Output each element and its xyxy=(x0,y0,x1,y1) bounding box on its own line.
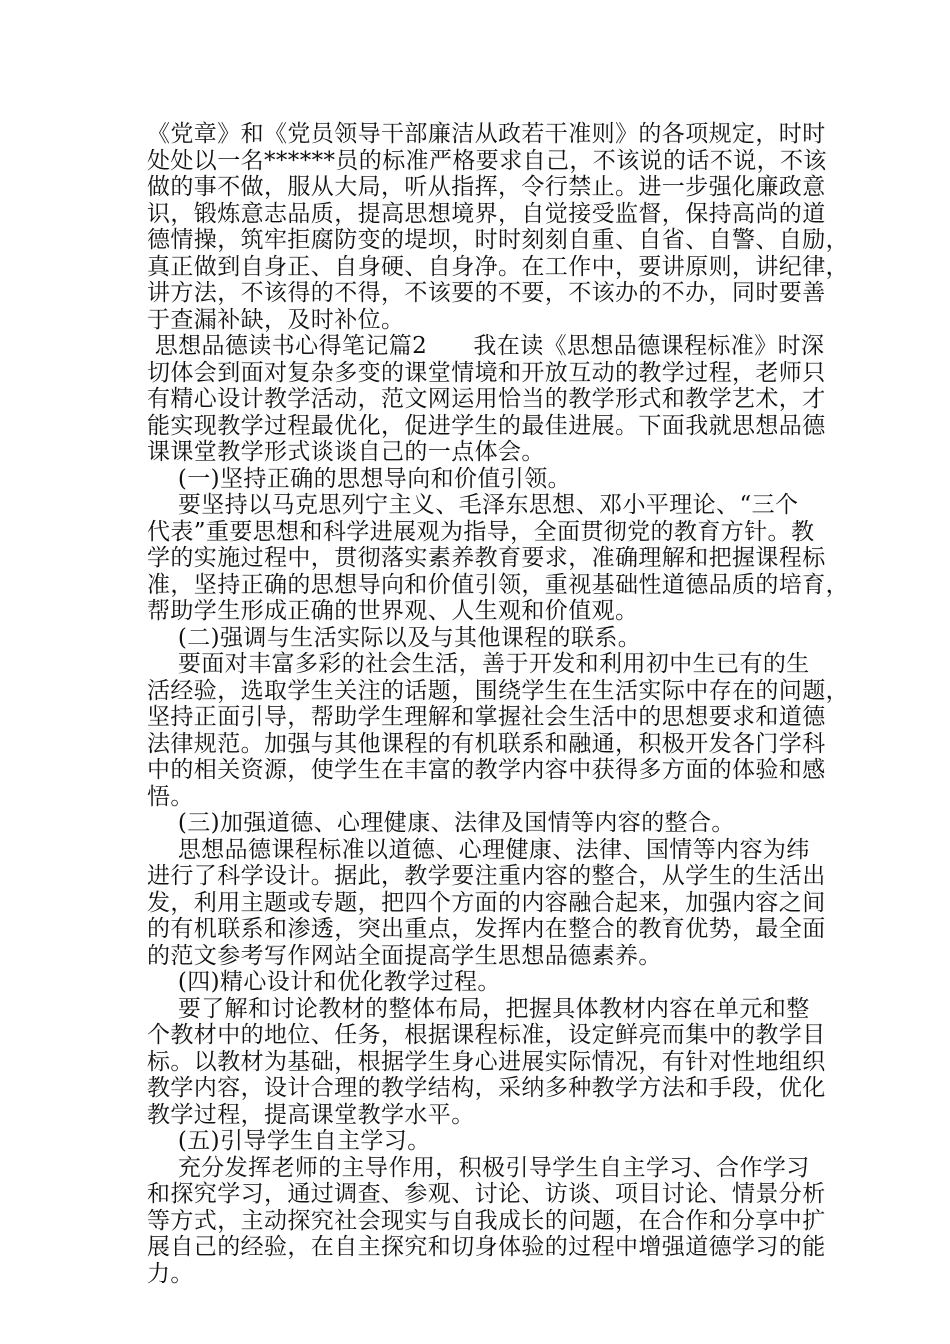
text-line: 发，利用主题或专题，把四个方面的内容融合起来，加强内容之间 xyxy=(147,889,826,916)
text-line: 准，坚持正确的思想导向和价值引领，重视基础性道德品质的培育， xyxy=(147,571,849,598)
text-line: 帮助学生形成正确的世界观、人生观和价值观。 xyxy=(147,598,639,624)
text-line: 有精心设计教学活动，范文网运用恰当的教学形式和教学艺术，才 xyxy=(147,386,826,412)
text-line: 课课堂教学形式谈谈自己的一点体会。 xyxy=(147,439,545,465)
text-line: 要了解和讨论教材的整体布局，把握具体教材内容在单元和整 xyxy=(147,995,810,1022)
text-line: 中的相关资源，使学生在丰富的教学内容中获得多方面的体验和感 xyxy=(147,757,826,783)
text-line: 要面对丰富多彩的社会生活，善于开发和利用初中生已有的生 xyxy=(147,651,810,677)
text-line: 切体会到面对复杂多变的课堂情境和开放互动的教学过程，老师只 xyxy=(147,359,826,386)
text-line: 法律规范。加强与其他课程的有机联系和融通，积极开发各门学科 xyxy=(147,730,826,757)
text-line: 《党章》和《党员领导干部廉洁从政若干准则》的各项规定，时时 xyxy=(147,121,826,147)
text-line: 坚持正面引导，帮助学生理解和掌握社会生活中的思想要求和道德 xyxy=(147,704,826,730)
text-line: 代表”重要思想和科学进展观为指导，全面贯彻党的教育方针。教 xyxy=(147,518,815,545)
text-line: 德情操，筑牢拒腐防变的堤坝，时时刻刻自重、自省、自警、自励， xyxy=(147,227,849,253)
subheading-line: (四)精心设计和优化教学过程。 xyxy=(147,969,501,995)
text-line: 悟。 xyxy=(147,783,194,810)
text-line: 和探究学习，通过调查、参观、讨论、访谈、项目讨论、情景分析 xyxy=(147,1181,826,1207)
text-line: 进行了科学设计。据此，教学要注重内容的整合，从学生的生活出 xyxy=(147,863,826,889)
subheading-line: (三)加强道德、心理健康、法律及国情等内容的整合。 xyxy=(147,810,735,836)
text-line: 教学内容，设计合理的教学结构，采纳多种教学方法和手段，优化 xyxy=(147,1075,826,1101)
text-line: 做的事不做，服从大局，听从指挥，令行禁止。进一步强化廉政意 xyxy=(147,174,826,200)
text-line: 充分发挥老师的主导作用，积极引导学生自主学习、合作学习 xyxy=(147,1154,810,1181)
subheading-line: (二)强调与生活实际以及与其他课程的联系。 xyxy=(147,624,642,651)
text-line: 讲方法，不该得的不得，不该要的不要，不该办的不办，同时要善 xyxy=(147,280,826,306)
text-line: 展自己的经验，在自主探究和切身体验的过程中增强道德学习的能 xyxy=(147,1234,826,1260)
text-line: 的范文参考写作网站全面提高学生思想品德素养。 xyxy=(147,942,662,969)
text-line: 力。 xyxy=(147,1260,194,1287)
subheading-line: (五)引导学生自主学习。 xyxy=(147,1128,431,1154)
text-line: 真正做到自身正、自身硬、自身净。在工作中，要讲原则，讲纪律， xyxy=(147,253,849,280)
text-line: 能实现教学过程最优化，促进学生的最佳进展。下面我就思想品德 xyxy=(147,412,826,439)
text-line: 要坚持以马克思列宁主义、毛泽东思想、邓小平理论、“三个 xyxy=(147,492,799,518)
text-line: 识，锻炼意志品质，提高思想境界，自觉接受监督，保持高尚的道 xyxy=(147,200,826,227)
text-line: 等方式，主动探究社会现实与自我成长的问题，在合作和分享中扩 xyxy=(147,1207,826,1234)
text-line: 思想品德课程标准以道德、心理健康、法律、国情等内容为纬 xyxy=(147,836,810,863)
document-page xyxy=(147,121,849,1287)
text-line: 教学过程，提高课堂教学水平。 xyxy=(147,1101,475,1128)
subheading-line: (一)坚持正确的思想导向和价值引领。 xyxy=(147,465,571,492)
section-heading-line: 思想品德读书心得笔记篇2 我在读《思想品德课程标准》时深 xyxy=(147,333,825,359)
text-line: 的有机联系和渗透，突出重点，发挥内在整合的教育优势，最全面 xyxy=(147,916,826,942)
text-line: 于查漏补缺，及时补位。 xyxy=(147,306,405,333)
text-line: 个教材中的地位、任务，根据课程标准，设定鲜亮而集中的教学目 xyxy=(147,1022,826,1048)
text-line: 标。以教材为基础，根据学生身心进展实际情况，有针对性地组织 xyxy=(147,1048,826,1075)
text-line: 学的实施过程中，贯彻落实素养教育要求，准确理解和把握课程标 xyxy=(147,545,826,571)
text-line: 处处以一名******员的标准严格要求自己，不该说的话不说，不该 xyxy=(147,147,827,174)
text-line: 活经验，选取学生关注的话题，围绕学生在生活实际中存在的问题， xyxy=(147,677,849,704)
